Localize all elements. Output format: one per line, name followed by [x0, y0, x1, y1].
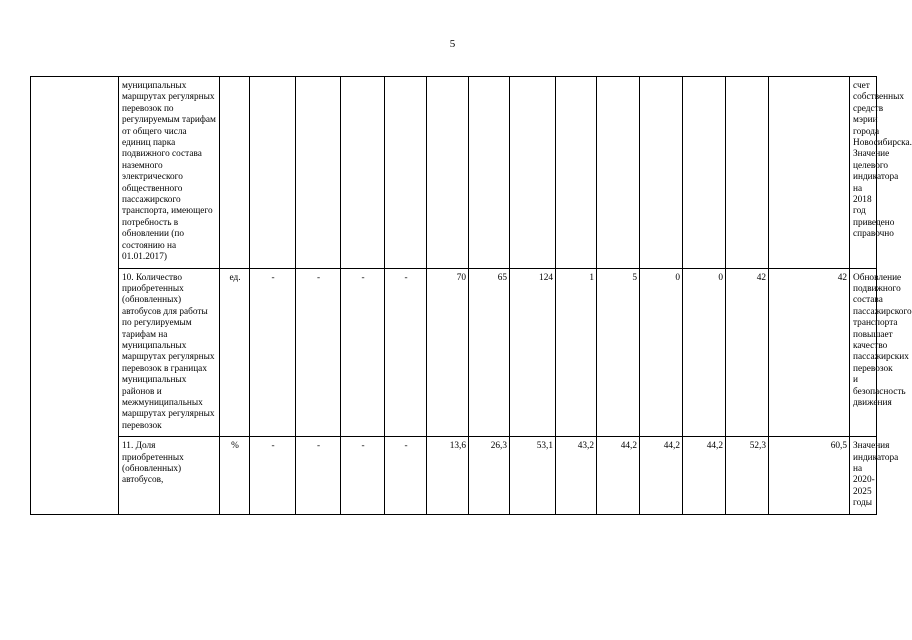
- value-cell: 52,3: [726, 437, 769, 514]
- value-cell: -: [341, 268, 385, 437]
- value-cell: 44,2: [683, 437, 726, 514]
- value-cell: [250, 77, 296, 269]
- value-cell: 0: [683, 268, 726, 437]
- value-cell: [385, 77, 427, 269]
- value-cell: -: [250, 437, 296, 514]
- indicator-table: [30, 76, 912, 515]
- value-cell: -: [296, 268, 341, 437]
- table-row: [31, 268, 877, 437]
- value-cell: [597, 77, 640, 269]
- indicator-name: муниципальных маршрутах регулярных перевозок по регулируемым тарифам от общего числа единиц парка подвижного состава наземного электрического общественного пассажирского транспорта, имеющего потребность в обновлении (по состоянию на 01.01.2017): [119, 77, 220, 269]
- value-cell: [427, 77, 469, 269]
- note-cell: Значения индикатора на 2020-2025 годы: [850, 437, 877, 514]
- row-group-cell: [31, 77, 119, 515]
- value-cell: -: [250, 268, 296, 437]
- value-cell: -: [341, 437, 385, 514]
- value-cell: [469, 77, 510, 269]
- value-cell: 44,2: [640, 437, 683, 514]
- table-row: [31, 437, 877, 514]
- note-cell: Обновление подвижного состава пассажирского транспорта повышает качество пассажирских перевозок и безопасность движения: [850, 268, 877, 437]
- value-cell: [683, 77, 726, 269]
- value-cell: -: [385, 437, 427, 514]
- value-cell: 0: [640, 268, 683, 437]
- value-cell: [296, 77, 341, 269]
- value-cell: 42: [769, 268, 850, 437]
- value-cell: 124: [510, 268, 556, 437]
- value-cell: 5: [597, 268, 640, 437]
- unit-cell: [220, 77, 250, 269]
- indicator-name: 11. Доля приобретенных (обновленных) автобусов,: [119, 437, 220, 514]
- value-cell: 65: [469, 268, 510, 437]
- unit-cell: %: [220, 437, 250, 514]
- value-cell: 53,1: [510, 437, 556, 514]
- unit-cell: ед.: [220, 268, 250, 437]
- value-cell: [640, 77, 683, 269]
- value-cell: -: [296, 437, 341, 514]
- value-cell: 13,6: [427, 437, 469, 514]
- value-cell: [769, 77, 850, 269]
- page-number: 5: [449, 38, 456, 50]
- table-row: [31, 77, 877, 269]
- value-cell: 26,3: [469, 437, 510, 514]
- note-cell: счет собственных средств мэрии города Новосибирска. Значение целевого индикатора на 2018 год приведено справочно: [850, 77, 877, 269]
- value-cell: [341, 77, 385, 269]
- value-cell: [556, 77, 597, 269]
- value-cell: 60,5: [769, 437, 850, 514]
- value-cell: [510, 77, 556, 269]
- value-cell: 42: [726, 268, 769, 437]
- value-cell: [726, 77, 769, 269]
- indicator-name: 10. Количество приобретенных (обновленных) автобусов для работы по регулируемым тарифам на муниципальных маршрутах регулярных перевозок в границах муниципальных районов и межмуниципальных маршрутах регулярных перевозок: [119, 268, 220, 437]
- value-cell: 70: [427, 268, 469, 437]
- value-cell: 1: [556, 268, 597, 437]
- value-cell: 44,2: [597, 437, 640, 514]
- value-cell: -: [385, 268, 427, 437]
- value-cell: 43,2: [556, 437, 597, 514]
